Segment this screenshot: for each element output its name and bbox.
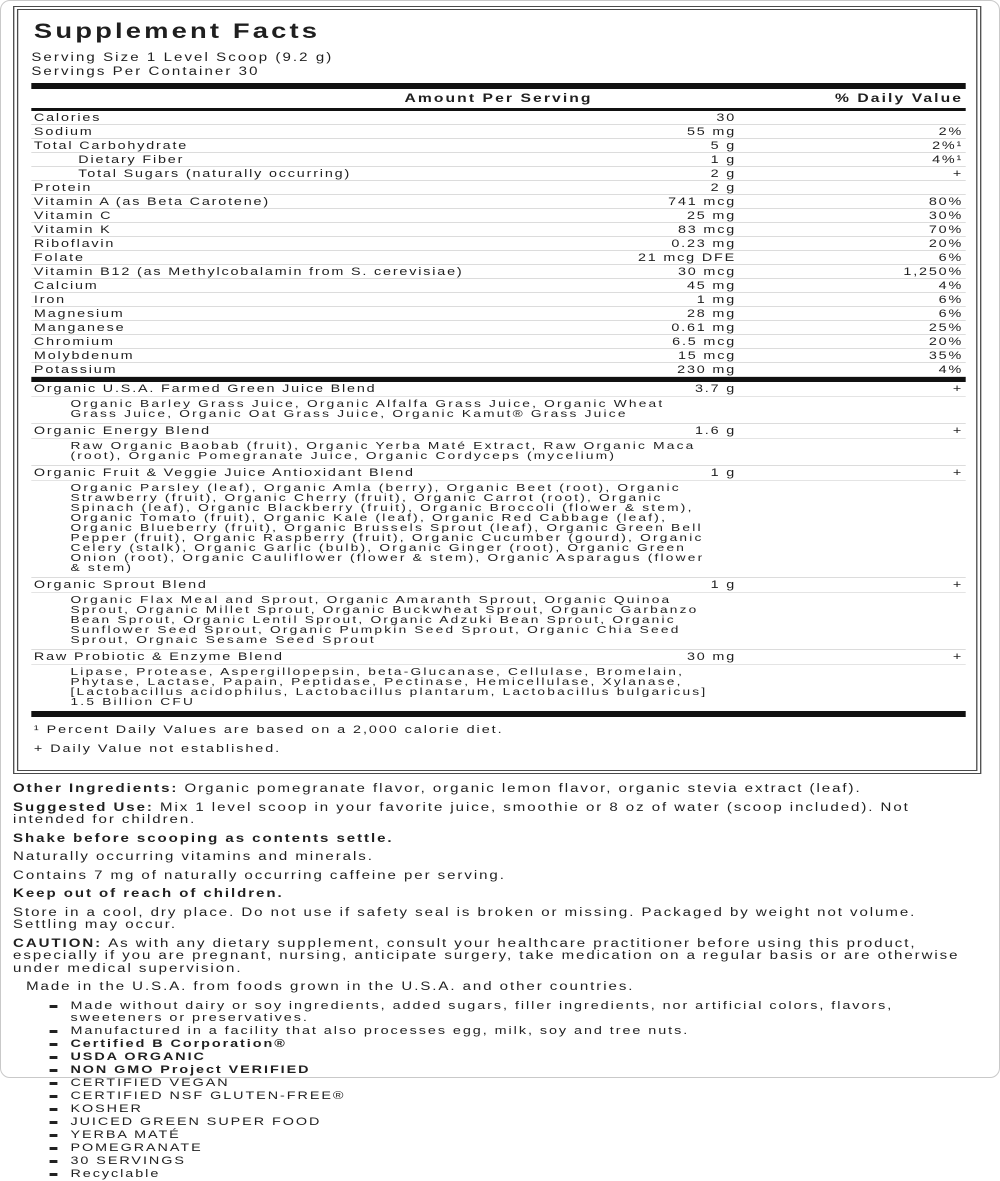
nutrient-name: Calcium (33, 280, 99, 292)
nutrient-row (31, 139, 965, 153)
nutrient-amount: 15 mcg (677, 350, 737, 362)
blend-list (31, 382, 965, 707)
nutrient-daily-value: 25% (928, 322, 964, 334)
nutrient-daily-value: 2% (938, 126, 964, 138)
table-header-row (31, 89, 965, 111)
serving-size: Serving Size 1 Level Scoop (9.2 g) (31, 52, 334, 64)
nutrient-row (31, 195, 965, 209)
blend-ingredients: Organic Parsley (leaf), Organic Amla (berry), Organic Beet (root), Organic Strawberry (fruit), Organic Cherry (fruit), Organic Carrot (root), Organic Spinach (leaf), Organic Blackberry (fruit), Organic Broccoli (flower & stem), Organic Tomato (fruit), Organic Kale (leaf), Organic Red Cabbage (leaf), Organic Blueberry (fruit), Organic Brussels Sprout (leaf), Organic Green Bell Pepper (fruit), Organic Raspberry (fruit), Organic Cucumber (gourd), Organic Celery (stalk), Organic Garlic (bulb), Organic Ginger (root), Organic Green Onion (root), Organic Cauliflower (flower & stem), Organic Asparagus (flower & stem) (70, 482, 705, 574)
info-paragraph (13, 907, 985, 932)
footnotes (31, 717, 965, 764)
info-paragraph (13, 870, 985, 883)
nutrient-row (31, 167, 965, 181)
nutrient-amount: 741 mcg (668, 196, 737, 208)
info-paragraph-text: Organic pomegranate flavor, organic lemon flavor, organic stevia extract (leaf). (184, 783, 862, 795)
info-paragraph-text: Keep out of reach of children. (13, 888, 284, 900)
nutrient-row (31, 349, 965, 363)
blend-daily-value: + (952, 425, 964, 437)
nutrient-name: Magnesium (33, 308, 125, 320)
nutrient-name: Molybdenum (33, 350, 135, 362)
nutrient-row (31, 363, 965, 377)
column-header-amount: Amount Per Serving (404, 91, 593, 105)
nutrient-daily-value: 30% (928, 210, 964, 222)
footnote-daily-value: ¹ Percent Daily Values are based on a 2,000 calorie diet. (33, 724, 504, 736)
feature-bullet: NON GMO Project VERIFIED (70, 1064, 985, 1076)
feature-bullet: YERBA MATÉ (70, 1129, 985, 1141)
blend-section (31, 466, 965, 578)
feature-bullet: 30 SERVINGS (70, 1155, 985, 1167)
nutrient-name: Vitamin K (33, 224, 112, 236)
nutrient-daily-value: + (952, 168, 964, 180)
nutrient-row (31, 181, 965, 195)
blend-section (31, 650, 965, 707)
info-paragraph-text: Contains 7 mg of naturally occurring caffeine per serving. (13, 869, 506, 882)
blend-amount: 1.6 g (694, 425, 737, 437)
nutrient-amount: 30 mcg (677, 266, 737, 278)
info-paragraph-label: Other Ingredients: (13, 783, 185, 795)
nutrient-row (31, 265, 965, 279)
feature-bullet: Manufactured in a facility that also processes egg, milk, soy and tree nuts. (70, 1025, 985, 1037)
blend-row (31, 424, 965, 439)
nutrient-amount: 2 g (710, 168, 737, 180)
blend-name: Raw Probiotic & Enzyme Blend (33, 651, 284, 663)
nutrient-amount: 5 g (710, 140, 737, 152)
nutrient-amount: 2 g (710, 182, 737, 194)
nutrient-name: Vitamin B12 (as Methylcobalamin from S. cerevisiae) (33, 266, 464, 278)
nutrient-amount: 83 mcg (677, 224, 737, 236)
nutrient-row (31, 209, 965, 223)
nutrient-amount: 28 mg (686, 308, 737, 320)
nutrient-row (31, 293, 965, 307)
blend-row (31, 650, 965, 665)
info-paragraph (13, 851, 985, 864)
feature-bullet: USDA ORGANIC (70, 1051, 985, 1063)
nutrient-name: Chromium (33, 336, 115, 348)
nutrient-table (31, 111, 965, 377)
nutrient-daily-value: 80% (928, 196, 964, 208)
info-paragraphs (13, 783, 985, 994)
nutrient-daily-value: 6% (938, 308, 964, 320)
nutrient-amount: 21 mcg DFE (637, 252, 737, 264)
blend-ingredients: Organic Barley Grass Juice, Organic Alfalfa Grass Juice, Organic Wheat Grass Juice, Organic Oat Grass Juice, Organic Kamut® Grass Juice (70, 398, 665, 420)
info-paragraph (13, 938, 985, 976)
nutrient-row (31, 321, 965, 335)
feature-bullet: Certified B Corporation® (70, 1038, 985, 1050)
info-paragraph (26, 981, 985, 994)
feature-bullet: POMEGRANATE (70, 1142, 985, 1154)
blend-daily-value: + (952, 579, 964, 591)
nutrient-row (31, 307, 965, 321)
nutrient-amount: 1 mg (696, 294, 737, 306)
nutrient-name: Protein (33, 182, 93, 194)
blend-ingredients: Raw Organic Baobab (fruit), Organic Yerba Maté Extract, Raw Organic Maca (root), Organic Pomegranate Juice, Organic Cordyceps (mycelium) (70, 440, 696, 462)
feature-bullet: KOSHER (70, 1103, 985, 1115)
blend-amount: 1 g (710, 467, 737, 479)
nutrient-daily-value: 4% (938, 364, 964, 376)
nutrient-row (31, 111, 965, 125)
info-paragraph (13, 833, 985, 846)
info-paragraph-text: As with any dietary supplement, consult your healthcare practitioner before using this product, especially if you are pregnant, nursing, anticipate surgery, take medication on a regular basis or are otherwise under medical supervision. (13, 937, 960, 975)
nutrient-name: Dietary Fiber (78, 154, 185, 166)
info-paragraph (13, 888, 985, 901)
nutrient-amount: 25 mg (686, 210, 737, 222)
feature-bullet: CERTIFIED VEGAN (70, 1077, 985, 1089)
info-paragraph-label: CAUTION: (13, 937, 109, 950)
nutrient-amount: 1 g (710, 154, 737, 166)
nutrient-daily-value: 4% (938, 280, 964, 292)
blend-amount: 30 mg (686, 651, 737, 663)
nutrient-name: Sodium (33, 126, 94, 138)
nutrient-amount: 55 mg (686, 126, 737, 138)
facts-title: Supplement Facts (33, 20, 321, 43)
nutrient-daily-value: 6% (938, 252, 964, 264)
info-paragraph-text: Shake before scooping as contents settle. (13, 832, 394, 845)
footnote-not-established: + Daily Value not established. (33, 743, 282, 755)
nutrient-amount: 6.5 mcg (672, 336, 737, 348)
nutrient-daily-value: 70% (928, 224, 964, 236)
blend-name: Organic Energy Blend (33, 425, 211, 437)
nutrient-name: Vitamin A (as Beta Carotene) (33, 196, 270, 208)
blend-row (31, 382, 965, 397)
feature-bullet: JUICED GREEN SUPER FOOD (70, 1116, 985, 1128)
nutrient-daily-value: 20% (928, 336, 964, 348)
info-paragraph-text: Made in the U.S.A. from foods grown in the U.S.A. and other countries. (26, 981, 635, 993)
feature-bullet: CERTIFIED NSF GLUTEN-FREE® (70, 1090, 985, 1102)
blend-daily-value: + (952, 383, 964, 395)
supplement-facts-panel (13, 6, 981, 774)
blend-name: Organic U.S.A. Farmed Green Juice Blend (33, 383, 377, 395)
blend-section (31, 424, 965, 466)
nutrient-name: Folate (33, 252, 85, 264)
nutrient-name: Riboflavin (33, 238, 116, 250)
nutrient-amount: 230 mg (677, 364, 737, 376)
nutrient-daily-value: 4%¹ (932, 154, 964, 166)
nutrient-row (31, 251, 965, 265)
nutrient-amount: 30 (716, 112, 737, 124)
blend-ingredients: Lipase, Protease, Aspergillopepsin, beta-Glucanase, Cellulase, Bromelain, Phytase, Lactase, Papain, Peptidase, Pectinase, Hemicellulase, Xylanase, [Lactobacillus acidophilus, Lactobacillus plantarum, Lactobacillus bulgaricus] 1.5 Billion CFU (70, 666, 708, 708)
nutrient-name: Total Sugars (naturally occurring) (78, 168, 352, 180)
feature-bullet: Made without dairy or soy ingredients, added sugars, filler ingredients, nor artificial colors, flavors, sweeteners or preservatives. (70, 1000, 985, 1024)
nutrient-name: Potassium (33, 364, 118, 376)
nutrient-amount: 0.61 mg (671, 322, 737, 334)
nutrient-daily-value: 6% (938, 294, 964, 306)
info-section (13, 783, 985, 1180)
nutrient-row (31, 335, 965, 349)
nutrient-daily-value: 2%¹ (932, 140, 964, 152)
nutrient-row (31, 237, 965, 251)
nutrient-name: Calories (33, 112, 102, 124)
feature-bullet: Recyclable (70, 1168, 985, 1180)
blend-daily-value: + (952, 467, 964, 479)
blend-name: Organic Sprout Blend (33, 579, 208, 591)
blend-amount: 1 g (710, 579, 737, 591)
nutrient-daily-value: 20% (928, 238, 964, 250)
blend-section (31, 578, 965, 650)
blend-daily-value: + (952, 651, 964, 663)
nutrient-name: Vitamin C (33, 210, 113, 222)
nutrient-name: Manganese (33, 322, 126, 334)
nutrient-daily-value: 1,250% (903, 266, 964, 278)
blend-amount: 3.7 g (694, 383, 737, 395)
blend-name: Organic Fruit & Veggie Juice Antioxidant Blend (33, 467, 415, 479)
info-paragraph-text: Mix 1 level scoop in your favorite juice, smoothie or 8 oz of water (scoop included). Not intended for children. (13, 801, 910, 826)
column-header-daily-value: % Daily Value (834, 91, 964, 105)
nutrient-amount: 45 mg (686, 280, 737, 292)
nutrient-row (31, 153, 965, 167)
nutrient-row (31, 279, 965, 293)
info-paragraph-text: Naturally occurring vitamins and minerals. (13, 851, 374, 863)
blend-row (31, 466, 965, 481)
nutrient-name: Total Carbohydrate (33, 140, 189, 152)
info-paragraph-label: Suggested Use: (13, 801, 161, 814)
nutrient-name: Iron (33, 294, 66, 306)
info-paragraph-text: Store in a cool, dry place. Do not use if safety seal is broken or missing. Packaged by weight not volume. Settling may occur. (13, 906, 917, 931)
servings-per-container: Servings Per Container 30 (31, 65, 260, 78)
nutrient-row (31, 223, 965, 237)
blend-row (31, 578, 965, 593)
nutrient-amount: 0.23 mg (671, 238, 737, 250)
feature-bullet-list (13, 1000, 985, 1180)
nutrient-row (31, 125, 965, 139)
info-paragraph (13, 802, 985, 827)
blend-section (31, 382, 965, 424)
nutrient-daily-value: 35% (928, 350, 964, 362)
blend-ingredients: Organic Flax Meal and Sprout, Organic Amaranth Sprout, Organic Quinoa Sprout, Organic Millet Sprout, Organic Buckwheat Sprout, Organic Garbanzo Bean Sprout, Organic Lentil Sprout, Organic Adzuki Bean Sprout, Organic Sunflower Seed Sprout, Organic Pumpkin Seed Sprout, Organic Chia Seed Sprout, Orgnaic Sesame Seed Sprout (70, 594, 699, 646)
info-paragraph (13, 783, 985, 796)
